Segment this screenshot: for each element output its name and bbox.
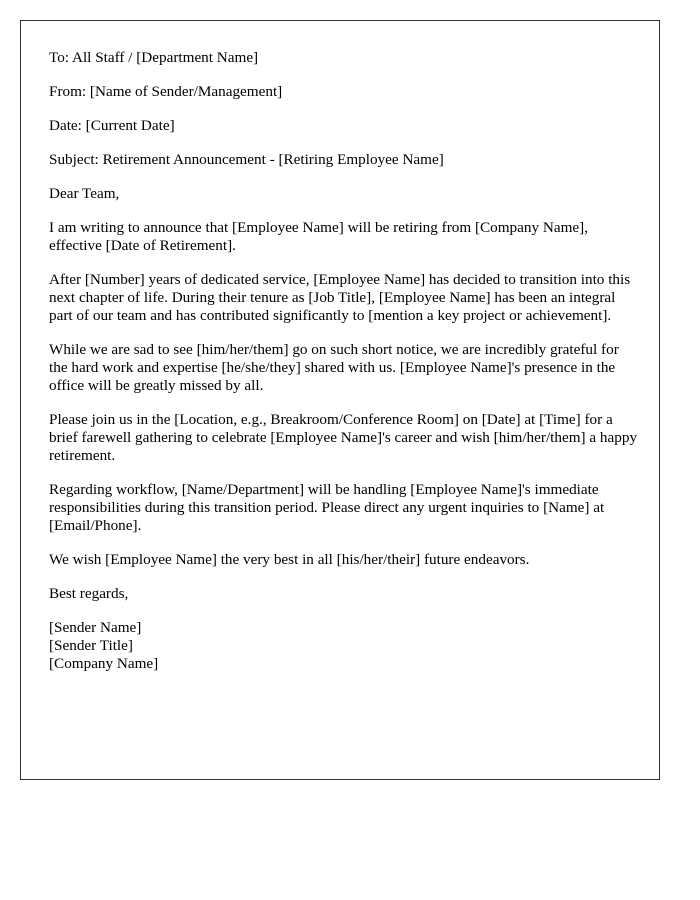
to-line: To: All Staff / [Department Name] — [49, 49, 259, 66]
body-paragraph: We wish [Employee Name] the very best in all [his/her/their] future endeavors. — [49, 551, 530, 568]
body-paragraph: Regarding workflow, [Name/Department] will be handling [Employee Name]'s immediate responsibilities during this transition period. Please direct any urgent inquiries to [Name] at [Email/Phone]. — [49, 481, 605, 534]
signature-block — [49, 619, 639, 673]
sender-name: [Sender Name] — [49, 619, 142, 636]
body-paragraph: Please join us in the [Location, e.g., Breakroom/Conference Room] on [Date] at [Time] for a brief farewell gathering to celebrate [Employee Name]'s career and wish [him/her/them] a happy retirement. — [49, 411, 638, 464]
company-name: [Company Name] — [49, 655, 159, 672]
letter-page — [20, 20, 660, 780]
salutation: Dear Team, — [49, 185, 120, 202]
letter-content — [49, 49, 639, 689]
date-line: Date: [Current Date] — [49, 117, 175, 134]
subject-line: Subject: Retirement Announcement - [Retiring Employee Name] — [49, 151, 444, 168]
body-paragraph: After [Number] years of dedicated service, [Employee Name] has decided to transition into this next chapter of life. During their tenure as [Job Title], [Employee Name] has been an integral part of our team and has contributed significantly to [mention a key project or achievement]. — [49, 271, 631, 324]
sender-title: [Sender Title] — [49, 637, 133, 654]
closing: Best regards, — [49, 585, 129, 602]
from-line: From: [Name of Sender/Management] — [49, 83, 283, 100]
body-paragraph: While we are sad to see [him/her/them] go on such short notice, we are incredibly grateful for the hard work and expertise [he/she/they] shared with us. [Employee Name]'s presence in the office will be greatly missed by all. — [49, 341, 619, 394]
body-paragraph: I am writing to announce that [Employee Name] will be retiring from [Company Name], effective [Date of Retirement]. — [49, 219, 588, 254]
